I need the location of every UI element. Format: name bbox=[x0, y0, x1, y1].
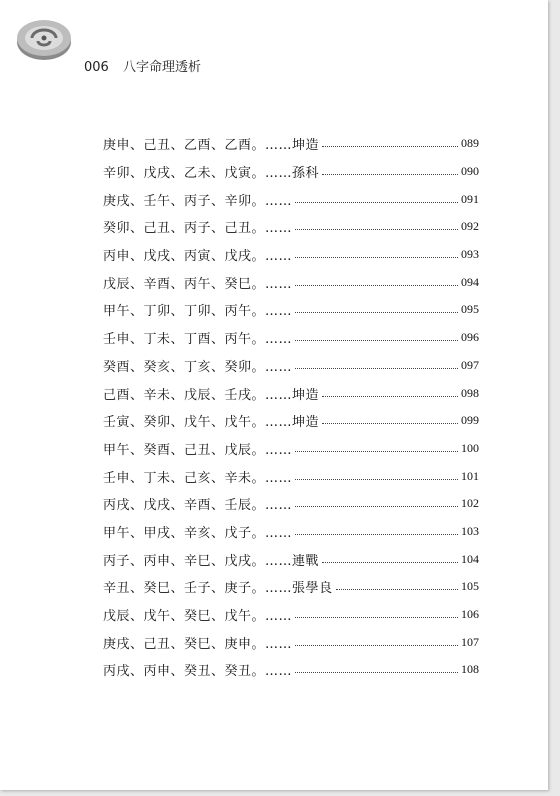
toc-entry-text: 癸酉、癸亥、丁亥、癸卯。…… bbox=[103, 359, 293, 375]
toc-entry bbox=[103, 518, 479, 546]
leader-dots bbox=[295, 340, 458, 341]
toc-entry-text: 癸卯、己丑、丙子、己丑。…… bbox=[103, 221, 293, 237]
leader-dots bbox=[322, 423, 458, 424]
toc-entry bbox=[103, 185, 479, 213]
leader-dots bbox=[295, 285, 458, 286]
toc-entry-page: 099 bbox=[461, 413, 479, 428]
toc-entry-page: 091 bbox=[461, 191, 479, 206]
toc-entry-page: 090 bbox=[461, 164, 479, 179]
toc-entry bbox=[103, 268, 479, 296]
toc-entry-text: 丙戌、戊戌、辛酉、壬辰。…… bbox=[103, 498, 293, 514]
toc-entry bbox=[103, 352, 479, 380]
leader-dots bbox=[295, 506, 458, 507]
toc-entry-text: 壬申、丁未、己亥、辛未。…… bbox=[103, 470, 293, 486]
table-of-contents bbox=[103, 130, 479, 684]
running-header bbox=[84, 56, 201, 75]
toc-entry-page: 106 bbox=[461, 607, 479, 622]
toc-entry-text: 丙戌、丙申、癸丑、癸丑。…… bbox=[103, 664, 293, 680]
toc-entry bbox=[103, 601, 479, 629]
toc-entry-text: 庚戌、壬午、丙子、辛卯。…… bbox=[103, 193, 293, 209]
leader-dots bbox=[295, 617, 458, 618]
toc-entry-page: 108 bbox=[461, 662, 479, 677]
toc-entry-text: 甲午、癸酉、己丑、戊辰。…… bbox=[103, 442, 293, 458]
toc-entry-text: 甲午、甲戌、辛亥、戊子。…… bbox=[103, 525, 293, 541]
toc-entry bbox=[103, 628, 479, 656]
toc-entry-page: 100 bbox=[461, 440, 479, 455]
leader-dots bbox=[336, 589, 458, 590]
toc-entry-text: 戊辰、辛酉、丙午、癸巳。…… bbox=[103, 276, 293, 292]
toc-entry-page: 095 bbox=[461, 302, 479, 317]
toc-entry bbox=[103, 213, 479, 241]
toc-entry-page: 103 bbox=[461, 523, 479, 538]
leader-dots bbox=[295, 479, 458, 480]
toc-entry bbox=[103, 241, 479, 269]
leader-dots bbox=[322, 146, 458, 147]
toc-entry-page: 101 bbox=[461, 468, 479, 483]
publisher-logo-icon bbox=[14, 14, 74, 64]
toc-entry-page: 107 bbox=[461, 634, 479, 649]
toc-entry-page: 097 bbox=[461, 357, 479, 372]
toc-entry bbox=[103, 158, 479, 186]
toc-entry-text: 庚申、己丑、乙酉、乙酉。……坤造 bbox=[103, 138, 320, 154]
toc-entry-text: 己酉、辛未、戊辰、壬戌。……坤造 bbox=[103, 387, 320, 403]
toc-entry-page: 089 bbox=[461, 136, 479, 151]
toc-entry-page: 092 bbox=[461, 219, 479, 234]
toc-entry-page: 102 bbox=[461, 496, 479, 511]
leader-dots bbox=[295, 672, 458, 673]
toc-entry-text: 壬申、丁未、丁酉、丙午。…… bbox=[103, 332, 293, 348]
toc-entry-text: 丙申、戊戌、丙寅、戊戌。…… bbox=[103, 249, 293, 265]
toc-entry-page: 104 bbox=[461, 551, 479, 566]
toc-entry bbox=[103, 324, 479, 352]
header-page-number: 006 bbox=[84, 60, 109, 75]
leader-dots bbox=[295, 534, 458, 535]
leader-dots bbox=[295, 229, 458, 230]
toc-entry-page: 096 bbox=[461, 330, 479, 345]
toc-entry bbox=[103, 435, 479, 463]
leader-dots bbox=[295, 645, 458, 646]
toc-entry bbox=[103, 656, 479, 684]
toc-entry-page: 098 bbox=[461, 385, 479, 400]
leader-dots bbox=[295, 257, 458, 258]
leader-dots bbox=[322, 174, 458, 175]
toc-entry bbox=[103, 545, 479, 573]
toc-entry bbox=[103, 379, 479, 407]
toc-entry bbox=[103, 130, 479, 158]
header-book-title: 八字命理透析 bbox=[122, 60, 201, 75]
leader-dots bbox=[295, 368, 458, 369]
toc-entry bbox=[103, 407, 479, 435]
toc-entry-text: 辛丑、癸巳、壬子、庚子。……張學良 bbox=[103, 581, 333, 597]
toc-entry-text: 壬寅、癸卯、戊午、戊午。……坤造 bbox=[103, 415, 320, 431]
leader-dots bbox=[295, 451, 458, 452]
toc-entry-page: 105 bbox=[461, 579, 479, 594]
toc-entry bbox=[103, 573, 479, 601]
toc-entry bbox=[103, 462, 479, 490]
toc-entry-text: 庚戌、己丑、癸巳、庚申。…… bbox=[103, 636, 293, 652]
leader-dots bbox=[322, 562, 458, 563]
toc-entry-text: 辛卯、戊戌、乙未、戊寅。……孫科 bbox=[103, 166, 320, 182]
toc-entry-text: 丙子、丙申、辛巳、戊戌。……連戰 bbox=[103, 553, 320, 569]
toc-entry bbox=[103, 490, 479, 518]
toc-entry-text: 戊辰、戊午、癸巳、戊午。…… bbox=[103, 609, 293, 625]
toc-entry-page: 093 bbox=[461, 247, 479, 262]
leader-dots bbox=[295, 312, 458, 313]
toc-entry-page: 094 bbox=[461, 274, 479, 289]
toc-entry bbox=[103, 296, 479, 324]
toc-entry-text: 甲午、丁卯、丁卯、丙午。…… bbox=[103, 304, 293, 320]
leader-dots bbox=[295, 202, 458, 203]
leader-dots bbox=[322, 396, 458, 397]
